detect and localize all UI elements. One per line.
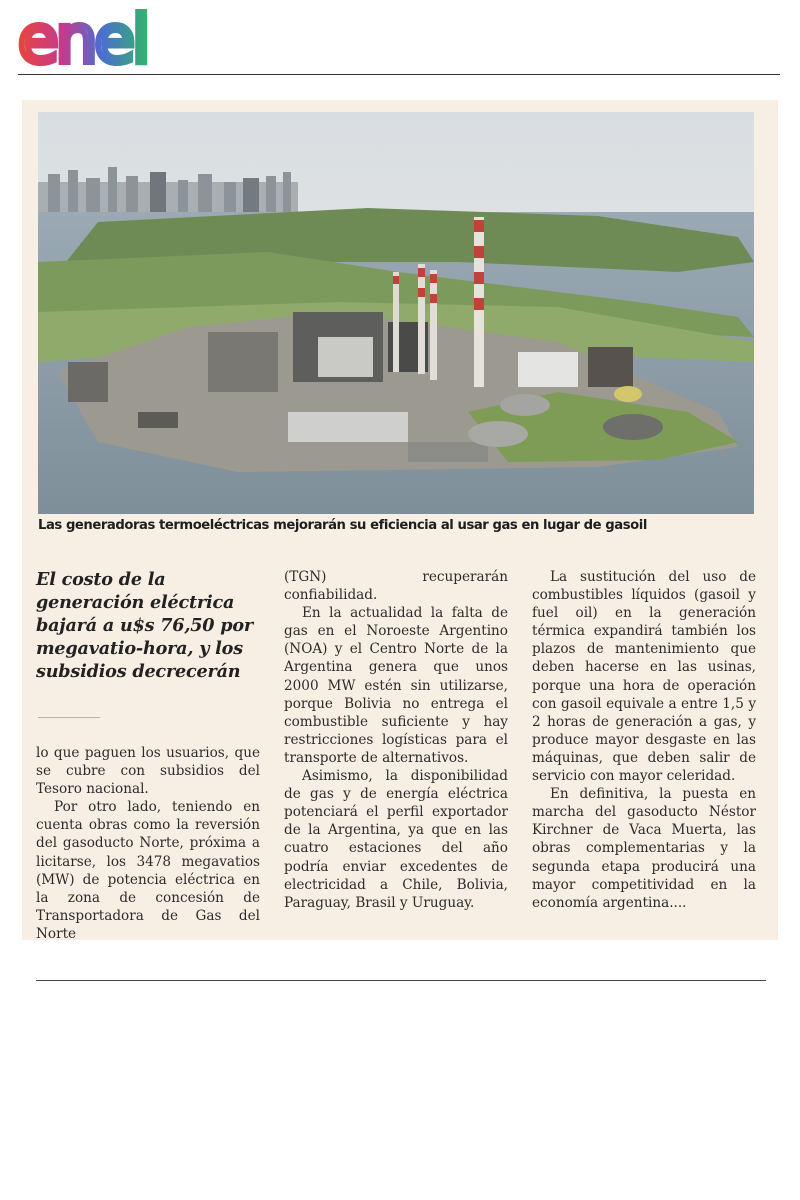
paragraph: En la actualidad la falta de gas en el Noroeste Argentino (NOA) y el Centro Norte de la Argentina genera que unos 2000 MW estén sin utilizarse, porque Bolivia no entrega el combustible suficiente y hay restricciones logísticas para el transporte de alternativos. [284, 605, 508, 766]
bottom-divider [36, 980, 766, 981]
paragraph: Por otro lado, teniendo en cuenta obras como la reversión del gasoducto Norte, próxima a licitarse, los 3478 megavatios (MW) de potencia eléctrica en la zona de concesión de Transportadora de Gas del Norte [36, 799, 260, 942]
paragraph: En definitiva, la puesta en marcha del gasoducto Néstor Kirchner de Vaca Muerta, las obras complementarias y la segunda etapa producirá una mayor competitividad en la economía argentina.... [532, 786, 756, 911]
news-clipping [22, 100, 778, 940]
article-column-3 [532, 568, 756, 912]
headline-divider [38, 717, 100, 718]
paragraph: lo que paguen los usuarios, que se cubre con subsidios del Tesoro nacional. [36, 745, 260, 798]
paragraph: La sustitución del uso de combustibles líquidos (gasoil y fuel oil) en la generación térmica expandirá también los plazos de mantenimiento que deben hacerse en las usinas, porque una hora de operación con gasoil equivale a entre 1,5 y 2 horas de generación a gas, y produce mayor desgaste en las máquinas, que deben salir de servicio con mayor celeridad. [532, 569, 756, 785]
svg-text:enel: enel [18, 4, 148, 70]
article-headline: El costo de la generación eléctrica bajará a u$s 76,50 por megavatio-hora, y los subsidios decrecerán [36, 569, 253, 682]
power-plant-photo [38, 112, 754, 514]
enel-logo [18, 4, 183, 70]
paragraph: (TGN) recuperarán confiabilidad. [284, 569, 508, 604]
article-column-1 [36, 568, 260, 943]
article-column-2 [284, 568, 508, 912]
top-divider [18, 74, 780, 75]
photo-caption: Las generadoras termoeléctricas mejorarán su eficiencia al usar gas en lugar de gasoil [38, 518, 647, 533]
paragraph: Asimismo, la disponibilidad de gas y de energía eléctrica potenciará el perfil exportador de la Argentina, ya que en las cuatro estaciones del año podría enviar excedentes de electricidad a Chile, Bolivia, Paraguay, Brasil y Uruguay. [284, 768, 508, 911]
